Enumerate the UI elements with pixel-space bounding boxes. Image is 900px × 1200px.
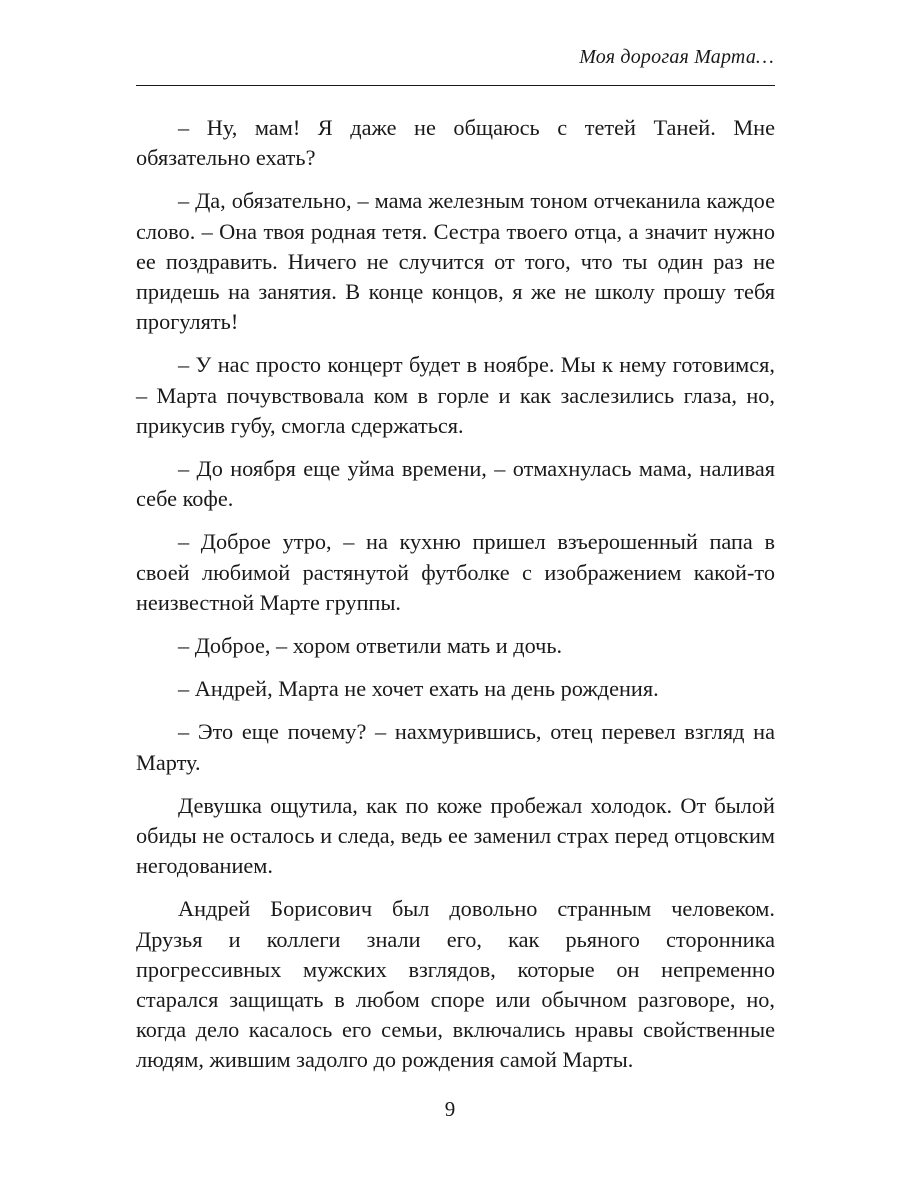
page-number: 9 — [444, 1097, 456, 1121]
paragraph: – Доброе утро, – на кухню пришел взъерошенный папа в своей любимой растянутой футболке с изображением какой-то неизвестной Марте группы. — [136, 529, 775, 615]
body-text — [136, 113, 775, 1086]
paragraph: – Ну, мам! Я даже не общаюсь с тетей Таней. Мне обязательно ехать? — [136, 115, 775, 171]
paragraph: Андрей Борисович был довольно странным человеком. Друзья и коллеги знали его, как рьяного сторонника прогрессивных мужских взглядов, которые он непременно старался защищать в любом споре или обычном разговоре, но, когда дело касалось его семьи, включались нравы свойственные людям, жившим задолго до рождения самой Марты. — [136, 896, 775, 1073]
header-rule — [136, 85, 775, 86]
paragraph: – У нас просто концерт будет в ноябре. Мы к нему готовимся, – Марта почувствовала ком в горле и как заслезились глаза, но, прикусив губу, смогла сдержаться. — [136, 352, 775, 438]
paragraph: – До ноября еще уйма времени, – отмахнулась мама, наливая себе кофе. — [136, 456, 775, 512]
paragraph: – Андрей, Марта не хочет ехать на день рождения. — [178, 676, 659, 702]
running-head-title: Моя дорогая Марта… — [579, 46, 774, 68]
paragraph: – Доброе, – хором ответили мать и дочь. — [178, 633, 563, 659]
paragraph: Девушка ощутила, как по коже пробежал холодок. От былой обиды не осталось и следа, ведь ее заменил страх перед отцовским негодованием. — [136, 792, 775, 879]
paragraph: – Это еще почему? – нахмурившись, отец перевел взгляд на Марту. — [136, 719, 775, 775]
paragraph: – Да, обязательно, – мама железным тоном отчеканила каждое слово. – Она твоя родная тетя. Сестра твоего отца, а значит нужно ее поздравить. Ничего не случится от того, что ты один раз не придешь на занятия. В конце концов, я же не школу прошу тебя прогулять! — [136, 188, 775, 335]
